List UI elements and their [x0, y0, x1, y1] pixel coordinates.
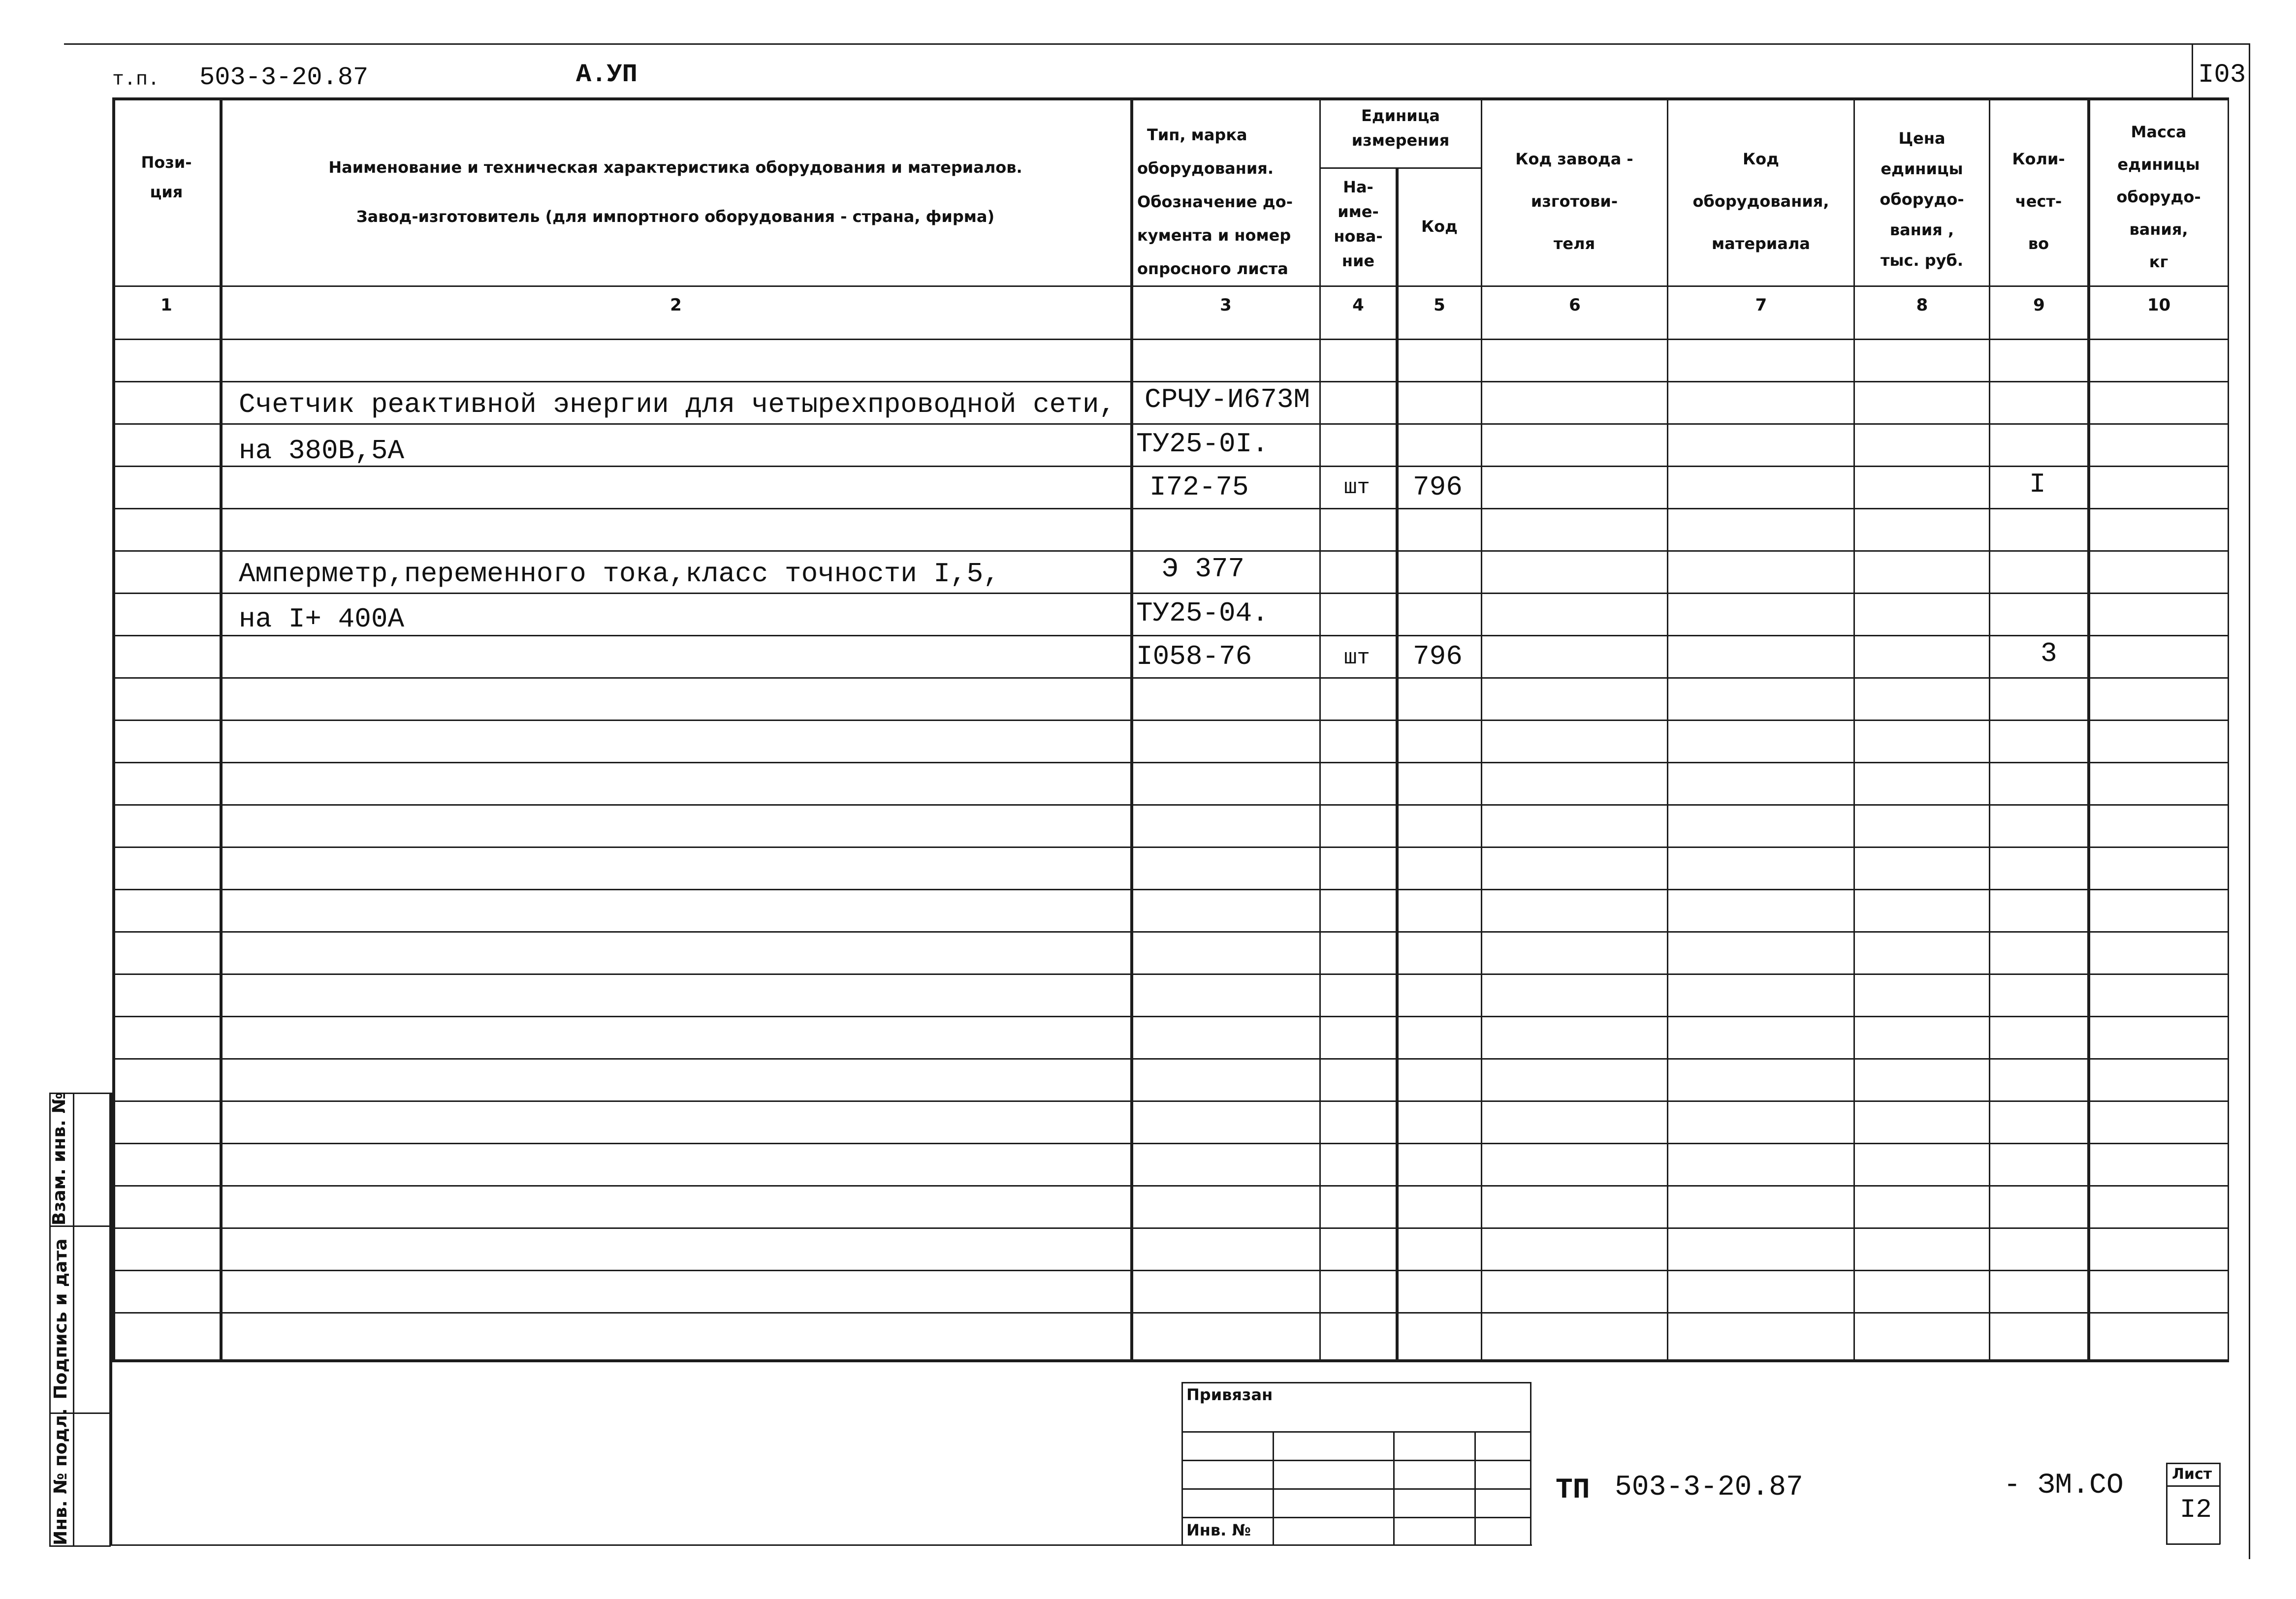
col-sep-4 [1396, 167, 1399, 1362]
item-1-doc: ТУ25-0I. [1136, 428, 1269, 460]
tp-number: 503-3-20.87 [199, 63, 369, 92]
col-4-title: На- име- нова- ние [1334, 178, 1383, 270]
col-sep-5 [1481, 97, 1482, 1362]
privyazan-right [1530, 1382, 1531, 1546]
item-1-unit: шт [1344, 475, 1370, 500]
list-box-left [2166, 1463, 2168, 1544]
privyazan-line-1 [1181, 1431, 1531, 1433]
item-2-type: Э 377 [1162, 553, 1245, 585]
table-bottom-border [112, 1359, 2229, 1362]
column-numbers-bottom [112, 339, 2228, 340]
col-sep-2 [1130, 97, 1133, 1362]
item-1-name: Счетчик реактивной энергии для четырехпроводной сети, [239, 389, 1116, 420]
col-sep-1 [220, 97, 223, 1362]
item-2-unit-code: 796 [1413, 641, 1463, 672]
col-5-title: Код [1421, 217, 1458, 236]
col-sep-7 [1853, 97, 1855, 1362]
item-2-name-cont: на I+ 400А [239, 603, 405, 635]
col-9-title: Коли- чест- во [2012, 150, 2065, 253]
privyazan-sep-1 [1273, 1431, 1274, 1546]
album-code: А.УП [576, 60, 638, 89]
item-2-qty: 3 [2041, 638, 2057, 669]
side-stamp-bottom [49, 1545, 111, 1547]
item-2-doc: ТУ25-04. [1136, 597, 1269, 629]
privyazan-sep-2 [1393, 1431, 1395, 1546]
title-block-bottom [109, 1544, 1532, 1546]
list-box-right [2219, 1463, 2221, 1544]
list-number: I2 [2180, 1495, 2212, 1525]
col-sep-3 [1319, 97, 1321, 1362]
header-bottom-border [112, 285, 2228, 287]
col-10-title: Масса единицы оборудо- вания, кг [2116, 123, 2201, 271]
item-2-unit: шт [1344, 646, 1370, 670]
inv-no-label: Инв. № [1186, 1521, 1251, 1539]
unit-group-divider [1319, 167, 1481, 169]
sheet-number-box-left [2192, 44, 2193, 99]
col-3-title: Тип, марка оборудования. Обозначение до- кумента и номер опросного листа [1137, 125, 1293, 278]
col-sep-6 [1667, 97, 1668, 1362]
side-label-vzam: Взам. инв. № [49, 1092, 69, 1225]
col-7-title: Код оборудования, материала [1692, 150, 1829, 253]
privyazan-sep-3 [1474, 1431, 1476, 1546]
col-sep-10 [2228, 97, 2229, 1362]
item-2-doc-cont: I058-76 [1136, 641, 1252, 672]
item-2-name: Амперметр,переменного тока,класс точности I,5, [239, 558, 1000, 590]
item-1-type: СРЧУ-И673М [1145, 384, 1310, 415]
tp-code: ТП [1556, 1474, 1590, 1506]
doc-number: 503-3-20.87 [1615, 1472, 1803, 1504]
column-numbers-row: 1 2 3 4 5 6 7 8 9 10 [160, 295, 2171, 315]
col-1-title: Пози- ция [141, 153, 192, 201]
col-sep-8 [1989, 97, 1990, 1362]
list-box-top [2166, 1463, 2220, 1464]
privyazan-line-3 [1181, 1488, 1531, 1490]
unit-group-title: Единица измерения [1351, 106, 1450, 150]
list-label: Лист [2172, 1466, 2212, 1483]
side-label-podpis: Подпись и дата [51, 1238, 71, 1400]
item-1-qty: I [2029, 469, 2046, 500]
frame-top-line [64, 43, 2250, 45]
side-stamp-inner-divider [73, 1093, 74, 1545]
list-box-mid [2166, 1485, 2220, 1487]
frame-right-line [2249, 43, 2250, 1559]
side-stamp-right-border [109, 1093, 112, 1545]
table-top-border [112, 97, 2228, 100]
item-1-doc-cont: I72-75 [1149, 471, 1249, 503]
privyazan-label: Привязан [1186, 1385, 1273, 1404]
doc-suffix: - ЗМ.СО [2004, 1470, 2124, 1502]
item-1-name-cont: на 380В,5А [239, 435, 405, 467]
col-sep-0 [112, 97, 115, 1362]
privyazan-line-4 [1181, 1517, 1531, 1518]
privyazan-left [1181, 1382, 1183, 1546]
tp-prefix: т.п. [112, 69, 160, 91]
col-6-title: Код завода - изготови- теля [1515, 150, 1633, 253]
item-1-unit-code: 796 [1413, 471, 1463, 503]
privyazan-line-2 [1181, 1460, 1531, 1461]
list-box-bottom [2166, 1543, 2220, 1545]
sheet-number: I03 [2198, 60, 2246, 90]
col-sep-9 [2087, 97, 2090, 1362]
col-8-title: Цена единицы оборудо- вания , тыс. руб. [1880, 129, 1964, 270]
side-label-inv-podl: Инв. № подл. [51, 1408, 71, 1545]
col-2-title: Наименование и техническая характеристика оборудования и материалов. Завод-изготовитель (для импортного оборудования - страна, фирма) [328, 158, 1022, 226]
privyazan-top [1181, 1382, 1531, 1383]
